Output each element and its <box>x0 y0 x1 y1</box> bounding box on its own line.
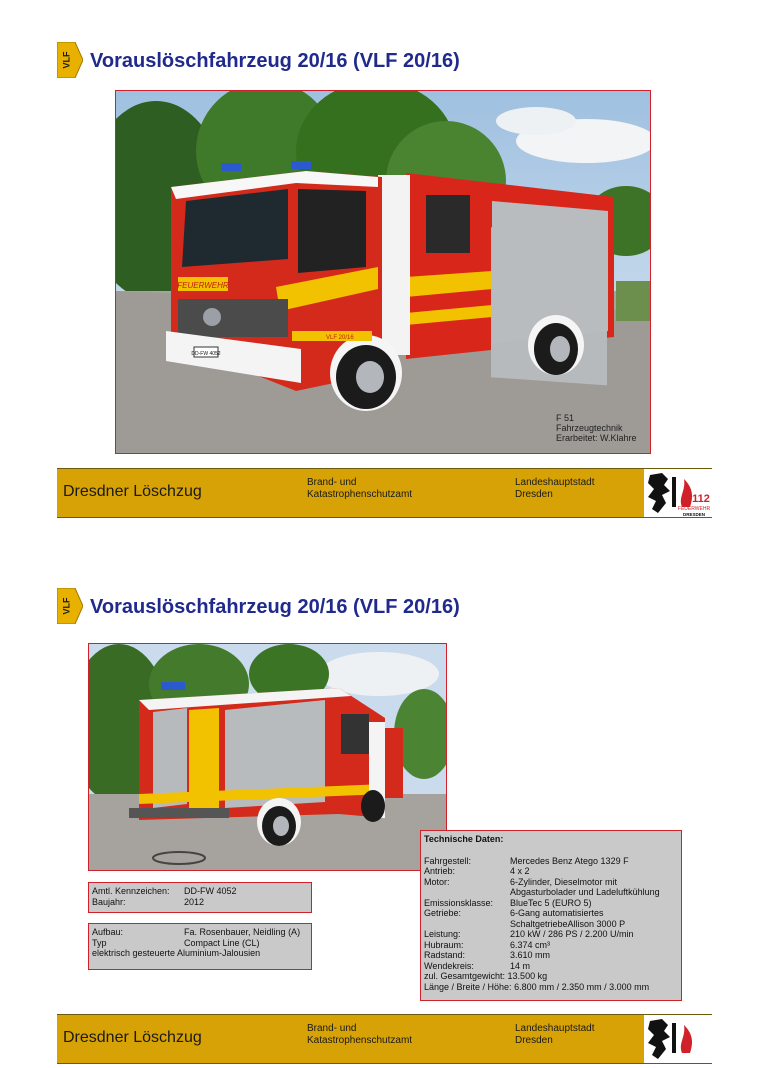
tech-row: Hubraum: 6.374 cm³ <box>424 939 551 950</box>
footer-brand: Dresdner Löschzug <box>63 1029 202 1046</box>
tech-row: Leistung: 210 kW / 286 PS / 2.200 U/min <box>424 929 634 939</box>
tech-row: Wendekreis: 14 m <box>424 960 531 971</box>
tech-row: Radstand: 3.610 mm <box>424 950 551 960</box>
body-row: Aufbau: Fa. Rosenbauer, Neidling (A) <box>92 927 301 937</box>
vehicle-front-photo <box>115 90 651 454</box>
feuerwehr-dresden-logo <box>644 1015 712 1063</box>
svg-text:FEUERWEHR: FEUERWEHR <box>177 281 229 290</box>
footer-city: Landeshauptstadt Dresden <box>515 1023 595 1046</box>
svg-text:DD-FW 4052: DD-FW 4052 <box>191 351 221 357</box>
tech-row: Antrieb: 4 x 2 <box>424 866 530 876</box>
svg-text:112: 112 <box>692 493 710 505</box>
vlf-tag-icon <box>57 588 83 624</box>
footer-bar <box>57 1014 712 1064</box>
tech-row: Fahrgestell: Mercedes Benz Atego 1329 F <box>424 855 629 866</box>
footer-department: Brand- und Katastrophenschutzamt <box>307 1023 413 1046</box>
svg-text:DRESDEN: DRESDEN <box>682 512 706 517</box>
technical-data-box <box>420 830 682 1001</box>
svg-text:VLF: VLF <box>61 597 72 615</box>
photo-caption: F 51 Fahrzeugtechnik Erarbeitet: W.Klahre <box>556 413 637 443</box>
vlf-tag-icon <box>57 42 83 78</box>
body-info-box <box>88 923 312 970</box>
tech-row: Motor: 6-Zylinder, Dieselmotor mit Abgasturbolader und Ladeluftkühlung <box>424 876 660 897</box>
registration-row: Baujahr: 2012 <box>92 896 205 907</box>
vehicle-rear-photo <box>88 643 447 871</box>
svg-text:FEUERWEHR: FEUERWEHR <box>677 506 711 512</box>
footer-department: Brand- und Katastrophenschutzamt <box>307 477 413 500</box>
technical-data-title: Technische Daten: <box>424 834 504 844</box>
tech-row: zul. Gesamtgewicht: 13.500 kg <box>424 971 548 981</box>
body-note: elektrisch gesteuerte Aluminium-Jalousien <box>92 948 261 958</box>
feuerwehr-dresden-logo <box>644 469 712 517</box>
page-title: Vorauslöschfahrzeug 20/16 (VLF 20/16) <box>90 596 460 618</box>
tech-row: Länge / Breite / Höhe: 6.800 mm / 2.350 mm / 3.000 mm <box>424 981 650 992</box>
tech-row: Emissionsklasse: BlueTec 5 (EURO 5) <box>424 897 592 908</box>
tech-row: Getriebe: 6-Gang automatisiertes SchaltgetriebeAllison 3000 P <box>424 908 626 929</box>
svg-text:VLF: VLF <box>61 51 72 69</box>
footer-bar <box>57 468 712 518</box>
registration-row: Amtl. Kennzeichen: DD-FW 4052 <box>92 886 237 896</box>
body-row: Typ Compact Line (CL) <box>92 937 260 948</box>
registration-box <box>88 882 312 913</box>
page-title: Vorauslöschfahrzeug 20/16 (VLF 20/16) <box>90 50 460 72</box>
footer-city: Landeshauptstadt Dresden <box>515 477 595 500</box>
footer-brand: Dresdner Löschzug <box>63 483 202 500</box>
svg-text:VLF 20/16: VLF 20/16 <box>326 335 354 341</box>
